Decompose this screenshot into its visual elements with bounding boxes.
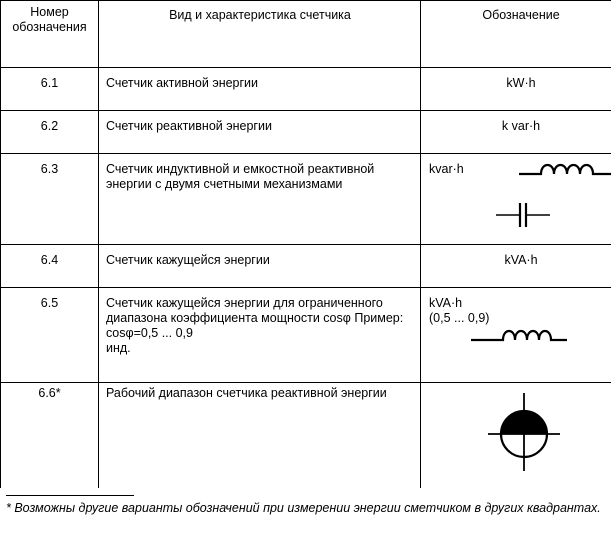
row-symbol-cell bbox=[421, 288, 611, 383]
row-number: 6.3 bbox=[1, 154, 99, 245]
table-row bbox=[1, 288, 611, 383]
row-symbol-cell bbox=[421, 383, 611, 488]
phi-symbol: φ bbox=[342, 311, 351, 325]
table-row bbox=[1, 68, 611, 111]
working-range-circle-icon bbox=[488, 393, 560, 473]
table-header-row bbox=[1, 1, 611, 68]
row-symbol-range: (0,5 ... 0,9) bbox=[429, 311, 490, 325]
table-row bbox=[1, 154, 611, 245]
row-number: 6.4 bbox=[1, 245, 99, 288]
row-description: Счетчик активной энергии bbox=[99, 68, 421, 111]
capacitor-icon bbox=[496, 200, 556, 230]
row-number: 6.1 bbox=[1, 68, 99, 111]
row-symbol-cell bbox=[421, 154, 611, 245]
header-type: Вид и характеристика счетчика bbox=[99, 1, 421, 68]
row-description: Счетчик индуктивной и емкостной реактивной энергии с двумя счетными механизмами bbox=[99, 154, 421, 245]
row-symbol: k var·h bbox=[421, 111, 611, 154]
row-description-example: Пример: cos bbox=[106, 311, 404, 340]
row-symbol: kvar·h bbox=[429, 162, 464, 176]
row-symbol: kVA·h bbox=[429, 296, 463, 310]
table-row bbox=[1, 383, 611, 488]
row-description: Счетчик реактивной энергии bbox=[99, 111, 421, 154]
row-number: 6.6* bbox=[1, 383, 99, 488]
header-designation: Обозначение bbox=[421, 1, 611, 68]
inductor-icon bbox=[471, 326, 571, 346]
row-number: 6.5 bbox=[1, 288, 99, 383]
footnote: * Возможны другие варианты обозначений при измерении энергии сметчиком в других квадрантах. bbox=[6, 501, 601, 515]
row-description-cell bbox=[99, 288, 421, 383]
row-description-range: =0,5 ... 0,9 bbox=[133, 326, 193, 340]
row-number: 6.2 bbox=[1, 111, 99, 154]
phi-symbol: φ bbox=[125, 326, 134, 340]
inductor-icon bbox=[519, 160, 611, 180]
row-description: Счетчик кажущейся энергии bbox=[99, 245, 421, 288]
table-row bbox=[1, 245, 611, 288]
row-symbol: kW·h bbox=[421, 68, 611, 111]
row-description: Счетчик кажущейся энергии для ограниченного диапазона коэффициента мощности cos bbox=[106, 296, 383, 325]
header-number: Номер обозначения bbox=[1, 1, 99, 68]
row-description-end: инд. bbox=[106, 341, 131, 355]
row-symbol: kVA·h bbox=[421, 245, 611, 288]
footnote-divider bbox=[6, 495, 134, 496]
row-description: Рабочий диапазон счетчика реактивной энергии bbox=[99, 383, 421, 488]
table-row bbox=[1, 111, 611, 154]
